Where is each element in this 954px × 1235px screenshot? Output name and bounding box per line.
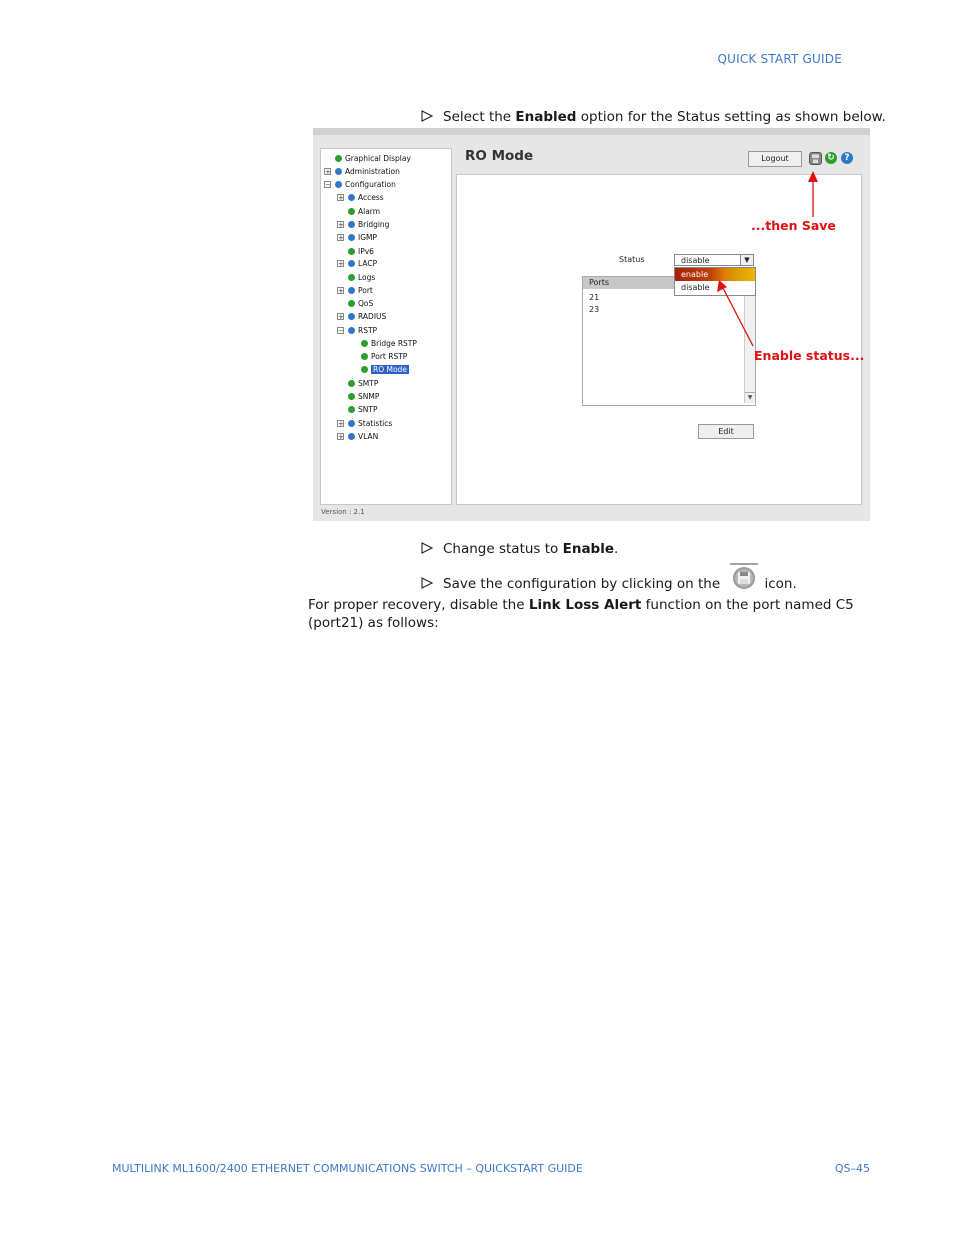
nav-label: Administration [345, 167, 400, 176]
list-item[interactable]: 21 [589, 293, 600, 302]
nav-label: Alarm [358, 207, 381, 216]
expand-icon[interactable]: + [338, 234, 344, 242]
step-2-text-post: . [614, 541, 619, 557]
expand-icon[interactable]: + [338, 420, 344, 428]
enable-arrow-line [723, 288, 753, 346]
step-1-text-post: option for the Status setting as shown below. [576, 109, 886, 125]
step-2 [421, 541, 618, 557]
scroll-down-icon[interactable]: ▼ [745, 392, 755, 403]
bullet-triangle-icon [421, 542, 433, 554]
nav-label: Bridge RSTP [371, 339, 417, 348]
expand-icon[interactable]: + [338, 194, 344, 202]
step-2-text-bold: Enable [562, 541, 614, 557]
paragraph-text-post: function on the port named C5 (port21) as follows: [308, 597, 854, 631]
nav-label: VLAN [358, 432, 379, 441]
step-1-text-bold: Enabled [515, 109, 577, 125]
step-1-text-pre: Select the [443, 109, 516, 125]
footer-title: MULTILINK ML1600/2400 ETHERNET COMMUNICATIONS SWITCH – QUICKSTART GUIDE [112, 1162, 583, 1175]
expand-icon[interactable]: + [338, 313, 344, 321]
nav-label: SMTP [358, 379, 379, 388]
nav-label: RSTP [358, 326, 378, 335]
chevron-down-icon[interactable]: ▼ [740, 255, 753, 265]
nav-label: Bridging [358, 220, 390, 229]
edit-button[interactable]: Edit [698, 424, 754, 439]
annotation-arrows [313, 128, 870, 521]
nav-label: Port [358, 286, 373, 295]
body-paragraph [308, 596, 870, 632]
nav-label: Logs [358, 273, 376, 282]
version-label: Version : 2.1 [321, 508, 365, 516]
step-3-text-pre: Save the configuration by clicking on the [443, 576, 725, 592]
expand-icon[interactable]: + [338, 260, 344, 268]
step-3 [421, 569, 797, 597]
nav-label: Statistics [358, 419, 393, 428]
paragraph-text-bold: Link Loss Alert [528, 597, 642, 613]
ports-header: Ports [583, 277, 743, 289]
step-2-text-pre: Change status to [443, 541, 563, 557]
annotation-then-save: ...then Save [751, 218, 836, 233]
save-arrow-head [808, 171, 818, 182]
nav-label: IGMP [358, 233, 378, 242]
nav-label: SNMP [358, 392, 380, 401]
expand-icon[interactable]: + [338, 221, 344, 229]
enable-arrow-head [717, 280, 727, 292]
ro-mode-screenshot [313, 128, 870, 521]
nav-label: RADIUS [358, 312, 387, 321]
running-header: QUICK START GUIDE [717, 52, 842, 66]
step-3-text-post: icon. [764, 576, 797, 592]
collapse-icon[interactable]: − [325, 181, 331, 189]
status-label: Status [619, 255, 645, 264]
option-enable[interactable]: enable [675, 268, 755, 281]
expand-icon[interactable]: + [338, 433, 344, 441]
nav-label: LACP [358, 259, 378, 268]
nav-label-selected: RO Mode [373, 365, 407, 374]
help-icon[interactable]: ? [841, 152, 853, 164]
nav-label: IPv6 [358, 247, 374, 256]
nav-label: Configuration [345, 180, 396, 189]
paragraph-text-pre: For proper recovery, disable the [308, 597, 529, 613]
collapse-icon[interactable]: − [338, 327, 344, 335]
bullet-triangle-icon [421, 577, 433, 589]
status-select-value: disable [681, 256, 710, 265]
logout-button[interactable]: Logout [748, 151, 802, 167]
page-title: RO Mode [465, 148, 534, 164]
page-number: QS–45 [834, 1162, 870, 1175]
nav-label: SNTP [358, 405, 378, 414]
nav-label: Port RSTP [371, 352, 408, 361]
option-disable[interactable]: disable [681, 283, 710, 292]
annotation-enable-status: Enable status... [754, 348, 865, 363]
save-icon [730, 569, 758, 597]
expand-icon[interactable]: + [338, 287, 344, 295]
nav-label: Graphical Display [345, 154, 411, 163]
expand-icon[interactable]: + [325, 168, 331, 176]
nav-label: Access [358, 193, 384, 202]
bullet-triangle-icon [421, 110, 433, 122]
step-1 [421, 109, 886, 125]
nav-label: QoS [358, 299, 374, 308]
list-item[interactable]: 23 [589, 305, 600, 314]
refresh-icon[interactable]: ↻ [825, 152, 837, 164]
